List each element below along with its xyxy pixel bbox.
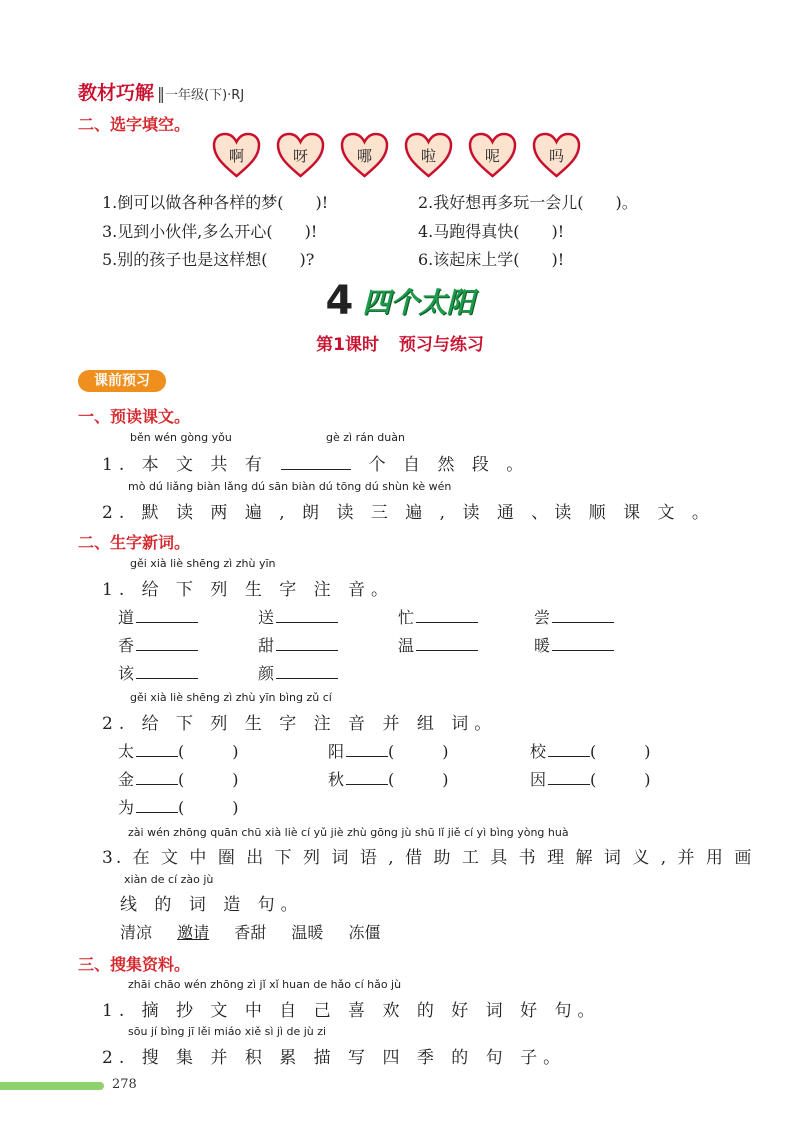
question-text: 线 的 词 造 句。	[120, 895, 304, 915]
section-title-preview: 一、预读课文。	[78, 407, 191, 426]
pinyin-line: gè zì rán duàn	[326, 431, 405, 444]
lesson-name: 四个太阳	[362, 286, 475, 319]
answer-blank[interactable]	[346, 768, 388, 785]
pinyin-line: xiàn de cí zào jù	[124, 873, 214, 886]
question-text	[102, 450, 529, 475]
heart-options	[212, 132, 581, 178]
question-text-a: 1. 本 文 共 有	[102, 455, 268, 475]
answer-blank[interactable]	[548, 768, 590, 785]
question-text-b: 个 自 然 段 。	[368, 455, 530, 475]
word-item: 香甜	[234, 923, 267, 942]
heart-option	[276, 132, 325, 178]
char-blank: 道	[118, 605, 198, 628]
answer-blank[interactable]	[276, 662, 338, 679]
question-text: 2. 默 读 两 遍 , 朗 读 三 遍 , 读 通 、读 顺 课 文 。	[102, 503, 715, 523]
char-word-blank: 金 ( )	[118, 770, 239, 789]
pinyin-line: zài wén zhōng quān chū xià liè cí yǔ jiè zhù gōng jù shū lǐ jiě cí yì bìng yòng huà	[128, 826, 569, 839]
char-word-blank: 为 ( )	[118, 798, 239, 817]
answer-blank[interactable]	[416, 606, 478, 623]
word-item: 冻僵	[348, 923, 381, 942]
heart-char: 啦	[420, 147, 436, 165]
heart-option	[340, 132, 389, 178]
answer-blank[interactable]	[552, 606, 614, 623]
answer-blank[interactable]	[136, 796, 178, 813]
heart-char: 啊	[228, 147, 244, 165]
pinyin-line: gěi xià liè shēng zì zhù yīn bìng zǔ cí	[130, 691, 332, 704]
section-title-collect: 三、搜集资料。	[78, 955, 191, 974]
char-word-blank: 阳 ( )	[328, 742, 449, 761]
char-blank: 暖	[534, 633, 614, 656]
select-question: 5.别的孩子也是这样想( )?	[102, 250, 315, 269]
char-word-blank: 因 ( )	[530, 770, 651, 789]
select-question: 4.马跑得真快( )!	[418, 222, 565, 241]
question-text: 2. 搜 集 并 积 累 描 写 四 季 的 句 子。	[102, 1048, 567, 1068]
heart-option	[212, 132, 261, 178]
preview-badge: 课前预习	[78, 370, 166, 392]
question-text: 1. 摘 抄 文 中 自 己 喜 欢 的 好 词 好 句。	[102, 1001, 601, 1021]
char-blank: 忙	[398, 605, 478, 628]
question-text: 3. 在 文 中 圈 出 下 列 词 语 , 借 助 工 具 书 理 解 词 义 , 并 用 画	[102, 848, 755, 868]
char-blank: 甜	[258, 633, 338, 656]
lesson-subtitle: 第1课时 预习与练习	[316, 335, 484, 355]
book-subtitle: 一年级(下)·RJ	[165, 88, 245, 103]
question-text: 2. 给 下 列 生 字 注 音 并 组 词。	[102, 714, 498, 734]
select-question: 6.该起床上学( )!	[418, 250, 565, 269]
answer-blank[interactable]	[136, 740, 178, 757]
heart-option	[468, 132, 517, 178]
answer-blank[interactable]	[276, 606, 338, 623]
char-blank: 颜	[258, 661, 338, 684]
word-item: 清凉	[120, 923, 153, 942]
char-blank: 香	[118, 633, 198, 656]
answer-blank[interactable]	[548, 740, 590, 757]
book-title: 教材巧解	[78, 82, 155, 104]
select-question: 3.见到小伙伴,多么开心( )!	[102, 222, 318, 241]
char-blank: 尝	[534, 605, 614, 628]
page-header	[78, 78, 244, 105]
answer-blank[interactable]	[281, 453, 351, 470]
char-word-blank: 太 ( )	[118, 742, 239, 761]
select-question: 1.倒可以做各种各样的梦( )!	[102, 193, 329, 212]
page-number: 278	[112, 1077, 137, 1092]
select-question: 2.我好想再多玩一会儿( )。	[418, 193, 638, 212]
answer-blank[interactable]	[136, 634, 198, 651]
char-blank: 该	[118, 661, 198, 684]
word-list	[120, 920, 400, 943]
char-blank: 送	[258, 605, 338, 628]
char-blank: 温	[398, 633, 478, 656]
answer-blank[interactable]	[552, 634, 614, 651]
lesson-title	[0, 278, 800, 324]
lesson-number: 4	[325, 278, 354, 324]
heart-char: 呀	[292, 147, 308, 165]
word-item: 温暖	[291, 923, 324, 942]
section-title-select: 二、选字填空。	[78, 115, 191, 134]
char-word-blank: 校 ( )	[530, 742, 651, 761]
pinyin-line: sōu jí bìng jī lěi miáo xiě sì jì de jù zi	[128, 1025, 327, 1038]
question-text: 1. 给 下 列 生 字 注 音。	[102, 580, 395, 600]
answer-blank[interactable]	[136, 768, 178, 785]
heart-char: 哪	[356, 147, 372, 165]
answer-blank[interactable]	[136, 606, 198, 623]
pinyin-line: mò dú liǎng biàn lǎng dú sān biàn dú tōng dú shùn kè wén	[128, 480, 452, 493]
heart-char: 吗	[548, 147, 564, 165]
answer-blank[interactable]	[276, 634, 338, 651]
footer-bar	[0, 1082, 104, 1090]
header-separator: ‖	[157, 84, 164, 103]
char-word-blank: 秋 ( )	[328, 770, 449, 789]
pinyin-line: gěi xià liè shēng zì zhù yīn	[130, 557, 276, 570]
pinyin-line: zhāi chāo wén zhōng zì jǐ xǐ huan de hǎo cí hǎo jù	[128, 978, 402, 991]
section-title-new-words: 二、生字新词。	[78, 533, 191, 552]
heart-option	[532, 132, 581, 178]
heart-char: 呢	[484, 147, 500, 165]
word-item-underlined: 邀请	[177, 923, 210, 942]
answer-blank[interactable]	[416, 634, 478, 651]
answer-blank[interactable]	[136, 662, 198, 679]
pinyin-line: běn wén gòng yǒu	[130, 431, 232, 444]
answer-blank[interactable]	[346, 740, 388, 757]
heart-option	[404, 132, 453, 178]
